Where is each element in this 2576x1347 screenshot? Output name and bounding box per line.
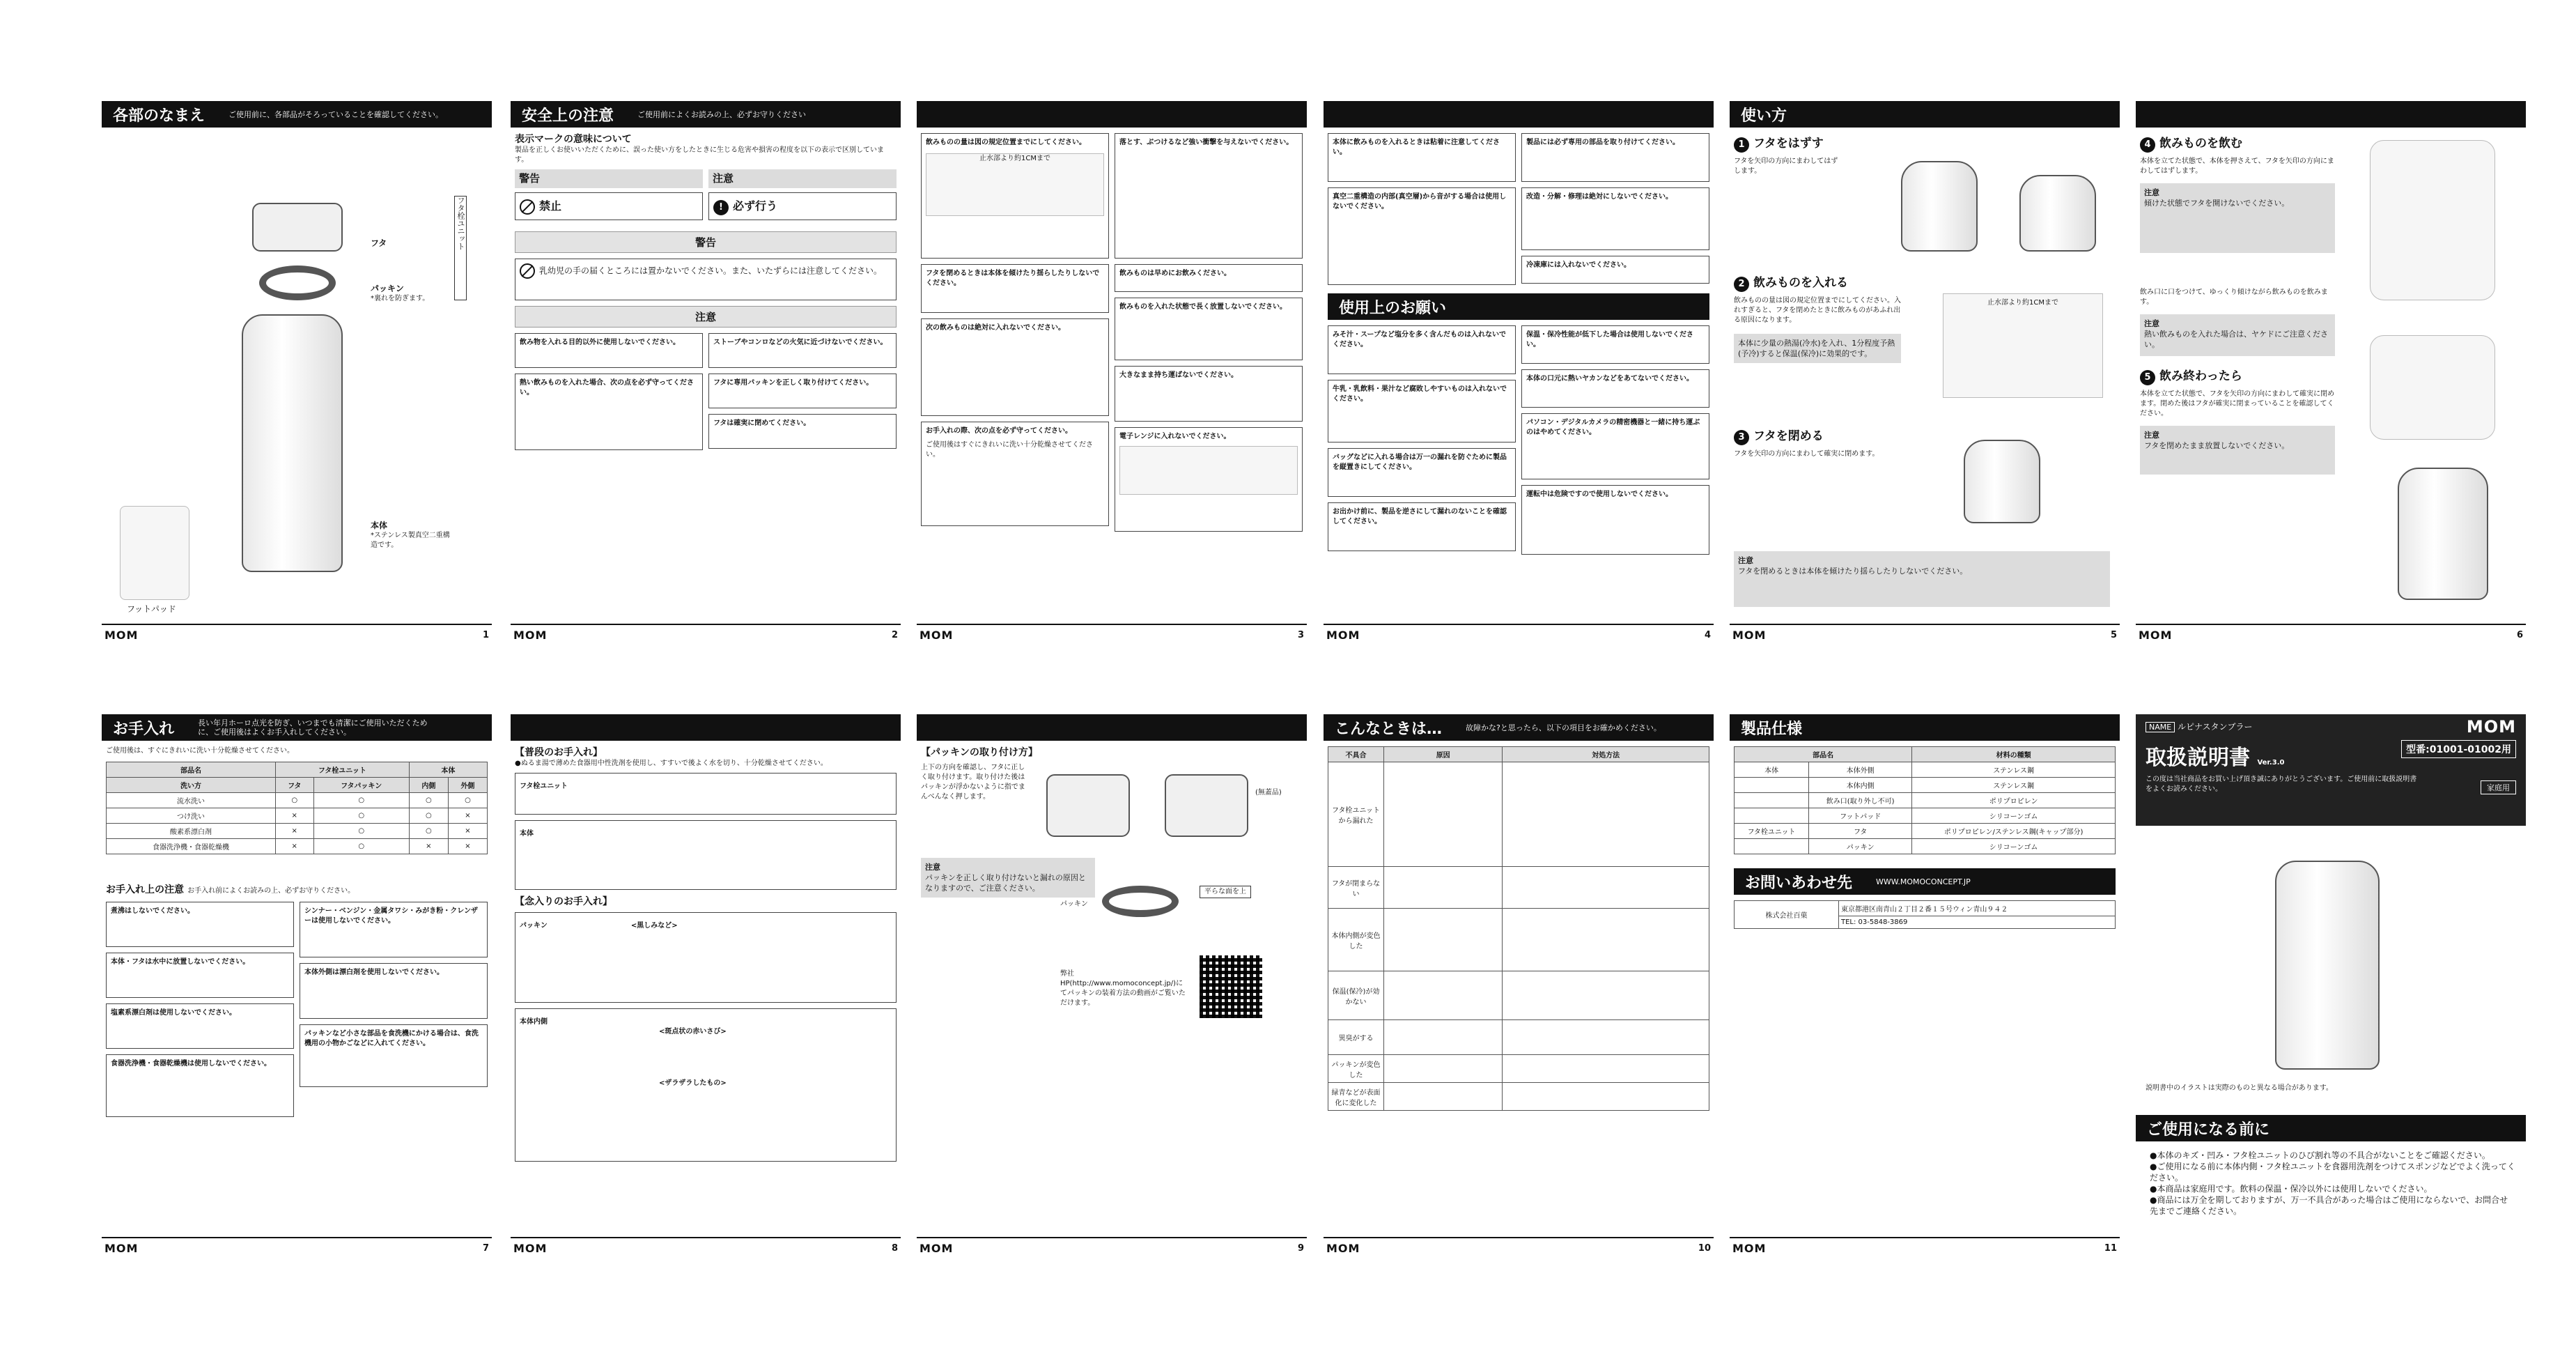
cover-desc: この度は当社商品をお買い上げ頂き誠にありがとうございます。ご使用前に取扱説明書をよくお読みください。 xyxy=(2146,776,2417,793)
page-number: 3 xyxy=(1297,629,1304,640)
table-row xyxy=(1735,901,2116,916)
request-item: 保温・保冷性能が低下した場合は使用しないでください。 xyxy=(1526,331,1693,348)
qr-code[interactable] xyxy=(1200,955,1262,1018)
flat-side-label: 平らな面を上 xyxy=(1200,886,1251,898)
before-use-item: ●本商品は家庭用です。飲料の保温・保冷以外には使用しないでください。 xyxy=(2150,1184,2433,1194)
before-use-item: ●商品には万全を期しておりますが、万一不具合があった場合はご使用にならないで、お問合せ先までご連絡ください。 xyxy=(2150,1195,2508,1216)
step-note: 本体を立てた状態で、フタを矢印の方向にまわして確実に閉めます。閉めた後はフタが確実に閉まっていることを確認してください。 xyxy=(2140,390,2335,417)
caution-item: 飲みものは早めにお飲みください。 xyxy=(1119,270,1231,277)
table-header: フタパッキン xyxy=(313,778,409,793)
caution-text: パッキンを正しく取り付けないと漏れの原因となりますので、ご注意ください。 xyxy=(925,873,1086,893)
step-number-icon: 1 xyxy=(1734,137,1749,153)
table-cell: パッキン xyxy=(1809,839,1912,854)
brand-logo: MOM xyxy=(1326,1241,1360,1255)
page-number: 8 xyxy=(891,1242,898,1254)
table-cell: 飲み口(取り外し不可) xyxy=(1809,793,1912,808)
caution-text: 傾けた状態でフタを開けないでください。 xyxy=(2144,199,2290,208)
page-note: ご使用前に、各部品がそろっていることを確認してください。 xyxy=(228,109,444,119)
caution-item: お手入れの際、次の点を必ず守ってください。 xyxy=(926,427,1072,435)
table-header: 原因 xyxy=(1384,747,1503,762)
caution-item: 本体に飲みものを入れるときは粘着に注意してください。 xyxy=(1333,139,1500,156)
care-item: 煮沸はしないでください。 xyxy=(111,907,194,915)
caution-item: 熱い飲みものを入れた場合、次の点を必ず守ってください。 xyxy=(520,379,694,397)
table-cell: ステンレス鋼 xyxy=(1912,762,2116,778)
page-3 xyxy=(917,101,1307,645)
request-item: みそ汁・スープなど塩分を多く含んだものは入れないでください。 xyxy=(1333,331,1506,348)
step-title: 飲みものを入れる xyxy=(1753,276,1848,290)
manual-title: 取扱説明書 xyxy=(2146,746,2250,770)
daily-title: 【普段のお手入れ】 xyxy=(515,747,603,758)
packing-label: パッキン xyxy=(1060,900,1088,908)
table-cell: フタ xyxy=(1809,824,1912,839)
table-cell: × xyxy=(275,839,313,854)
table-cell: × xyxy=(448,839,487,854)
step3-illustration xyxy=(1964,440,2040,523)
table-cell xyxy=(1735,808,1809,824)
model-number: 型番:01001-01002用 xyxy=(2401,740,2516,758)
table-cell: 食器洗浄機・食器乾燥機 xyxy=(107,839,276,854)
page-number: 7 xyxy=(482,1242,489,1254)
page-number: 5 xyxy=(2110,629,2117,640)
must-label: 必ず行う xyxy=(733,199,778,213)
drinking-illustration xyxy=(2370,335,2495,440)
microwave-illustration xyxy=(1119,446,1298,495)
part-label: パッキン xyxy=(520,922,548,930)
step-note: 飲みものの量は図の規定位置までにしてください。入れすぎると、フタを閉めたときに飲みものがあふれ出る原因になります。 xyxy=(1734,297,1901,324)
caution-item: フタに専用パッキンを正しく取り付けてください。 xyxy=(713,379,874,387)
lid-unit-label: フタ栓ユニット xyxy=(454,196,467,300)
request-item: お出かけ前に、製品を逆さにして漏れのないことを確認してください。 xyxy=(1333,508,1507,525)
table-cell: ○ xyxy=(275,793,313,808)
table-header: 不具合 xyxy=(1328,747,1384,762)
product-image xyxy=(2275,861,2380,1070)
table-row xyxy=(1735,762,2116,778)
step-note: フタを矢印の方向にまわしてはずします。 xyxy=(1734,157,1838,175)
table-row xyxy=(107,793,488,808)
step-note: フタを矢印の方向にまわして確実に閉めます。 xyxy=(1734,450,1879,458)
illustration-note: 説明書中のイラストは実際のものと異なる場合があります。 xyxy=(2146,1084,2333,1092)
lid-illustration xyxy=(1165,774,1248,837)
page-8 xyxy=(511,714,901,1258)
table-cell: ○ xyxy=(313,793,409,808)
table-cell: × xyxy=(275,808,313,824)
table-cell: 酸素系漂白剤 xyxy=(107,824,276,839)
table-header: フタ栓ユニット xyxy=(275,762,409,778)
body-illustration xyxy=(242,314,343,572)
care-item: シンナー・ベンジン・金属タワシ・みがき粉・クレンザーは使用しないでください。 xyxy=(304,907,478,925)
caution-text: フタを閉めたまま放置しないでください。 xyxy=(2144,441,2290,450)
page-note: 長い年月ホーロ点光を防ぎ、いつまでも清潔にご使用いただくために、ご使用後はよくお手入れしてください。 xyxy=(198,718,428,737)
prohibit-label: 禁止 xyxy=(539,199,562,213)
table-header: フタ xyxy=(275,778,313,793)
table-row xyxy=(1735,793,2116,808)
table-cell: ステンレス鋼 xyxy=(1912,778,2116,793)
brand-logo: MOM xyxy=(920,1241,954,1255)
page-11 xyxy=(1730,714,2120,1258)
caution-bar: 注意 xyxy=(515,306,897,328)
table-cell xyxy=(1735,778,1809,793)
table-cell: ○ xyxy=(409,824,448,839)
step-title: フタを閉める xyxy=(1753,429,1824,443)
step-note: 本体を立てた状態で、本体を押さえて、フタを矢印の方向にまわしてはずします。 xyxy=(2140,157,2334,175)
fill-label: 止水部より約1CMまで xyxy=(979,155,1050,162)
table-header: 材料の種類 xyxy=(1912,747,2116,762)
page-number: 6 xyxy=(2516,629,2523,640)
lid-illustration xyxy=(1046,774,1130,837)
caution-item: 次の飲みものは絶対に入れないでください。 xyxy=(926,324,1065,332)
exclaim-icon: ! xyxy=(713,200,729,215)
table-cell: パッキンが変色した xyxy=(1328,1055,1384,1083)
brand-logo: MOM xyxy=(2139,628,2173,642)
request-item: 運転中は危険ですので使用しないでください。 xyxy=(1526,491,1673,498)
page-5 xyxy=(1730,101,2120,645)
cover-header xyxy=(2136,714,2526,826)
table-header: 部品名 xyxy=(1735,747,1912,762)
page-number: 1 xyxy=(482,629,489,640)
request-item: 牛乳・乳飲料・果汁など腐敗しやすいものは入れないでください。 xyxy=(1333,385,1507,403)
packing-illustration xyxy=(259,265,336,300)
caution-heading: 注意 xyxy=(1738,556,1753,565)
table-cell: フタが閉まらない xyxy=(1328,867,1384,909)
before-use-title: ご使用になる前に xyxy=(2147,1121,2270,1139)
prohibit-icon xyxy=(520,263,535,279)
caution-item: フタを閉めるときは本体を傾けたり揺らしたりしないでください。 xyxy=(926,270,1100,287)
table-row xyxy=(1735,839,2116,854)
packing-note: *裏れを防ぎます。 xyxy=(371,295,430,302)
request-item: 本体の口元に熱いヤカンなどをあてないでください。 xyxy=(1526,375,1693,383)
brand-logo: MOM xyxy=(104,1241,139,1255)
table-row xyxy=(107,808,488,824)
table-cell: フットパッド xyxy=(1809,808,1912,824)
deep-title: 【念入りのお手入れ】 xyxy=(515,896,612,907)
brand-logo: MOM xyxy=(1732,628,1767,642)
page-7 xyxy=(102,714,492,1258)
warn-label: 警告 xyxy=(515,169,703,188)
troubleshoot-table xyxy=(1328,746,1709,1111)
table-cell: つけ洗い xyxy=(107,808,276,824)
page-2 xyxy=(511,101,901,645)
before-use-item: ●本体のキズ・凹み・フタ栓ユニットのひび割れ等の不具合がないことをご確認ください。 xyxy=(2150,1150,2490,1160)
table-header: 対処方法 xyxy=(1503,747,1709,762)
stain-label: <斑点状の赤いさび> xyxy=(659,1028,727,1036)
table-row xyxy=(1735,808,2116,824)
care-note: お手入れ前によくお読みの上、必ずお守りください。 xyxy=(187,887,355,895)
caution-item: 大きなまま持ち運ばないでください。 xyxy=(1119,371,1238,379)
wash-table xyxy=(106,762,488,854)
mark-desc: 製品を正しくお使いいただくために、誤った使い方をしたときに生じる危害や損害の程度を以下の表示で区別しています。 xyxy=(515,146,884,164)
warning-item: 乳幼児の手の届くところには置かないでください。また、いたずらには注意してください。 xyxy=(539,265,883,276)
version: Ver.3.0 xyxy=(2257,759,2285,767)
contact-title: お問いあわせ先 xyxy=(1745,874,1853,892)
table-cell: シリコーンゴム xyxy=(1912,808,2116,824)
part-label: 本体内側 xyxy=(520,1018,548,1026)
caution-item: ストーブやコンロなどの火気に近づけないでください。 xyxy=(713,339,887,346)
footpad-label: フットパッド xyxy=(127,604,176,614)
page-number: 9 xyxy=(1297,1242,1304,1254)
company-name: 株式会社百菓 xyxy=(1735,901,1839,929)
page-title: 各部のなまえ xyxy=(113,107,205,125)
caution-text: フタを閉めるときは本体を傾けたり揺らしたりしないでください。 xyxy=(1738,567,1968,576)
table-cell: ○ xyxy=(313,808,409,824)
step1-illustration xyxy=(1901,161,1978,252)
brand-logo: MOM xyxy=(2466,717,2516,737)
closed-bottle-illustration xyxy=(2398,468,2488,600)
home-use-tag: 家庭用 xyxy=(2481,780,2516,794)
page-number: 4 xyxy=(1704,629,1711,640)
step-number-icon: 3 xyxy=(1734,430,1749,445)
packing-illustration xyxy=(1102,886,1179,917)
table-cell: ○ xyxy=(409,793,448,808)
page-number: 11 xyxy=(2104,1242,2117,1254)
caution-label: 注意 xyxy=(708,169,897,188)
daily-note: ●ぬるま湯で薄めた食器用中性洗剤を使用し、すすいで後よく水を切り、十分乾燥させてください。 xyxy=(515,760,828,767)
table-row xyxy=(1328,909,1709,971)
page-title: 製品仕様 xyxy=(1741,720,1803,738)
table-row xyxy=(107,839,488,854)
request-title: 使用上のお願い xyxy=(1339,299,1447,317)
step-number-icon: 4 xyxy=(2140,137,2155,153)
fitted-label: (無蓋品) xyxy=(1255,789,1282,796)
step-note: 飲み口に口をつけて、ゆっくり傾けながら飲みものを飲みます。 xyxy=(2140,288,2328,306)
page-6 xyxy=(2136,101,2526,645)
care-item: パッキンなど小さな部品を食洗機にかける場合は、食洗機用の小物かごなどに入れてください。 xyxy=(304,1030,479,1047)
part-label: 本体 xyxy=(520,830,534,838)
table-cell: フタ栓ユニットから漏れた xyxy=(1328,762,1384,867)
video-note: 弊社HP(http://www.momoconcept.jp/)にてパッキンの装着方法の動画がご覧いただけます。 xyxy=(1060,970,1186,1007)
contact-table xyxy=(1734,900,2116,929)
table-cell: 異臭がする xyxy=(1328,1020,1384,1055)
brand-logo: MOM xyxy=(1326,628,1360,642)
caution-item: 落とす、ぶつけるなど強い衝撃を与えないでください。 xyxy=(1119,139,1294,146)
caution-item: 改造・分解・修理は絶対にしないでください。 xyxy=(1526,193,1673,201)
cover-page xyxy=(2136,714,2526,1258)
page-number: 10 xyxy=(1698,1242,1711,1254)
step-title: 飲み終わったら xyxy=(2159,369,2242,383)
lid-illustration xyxy=(252,203,343,252)
fill-label: 止水部より約1CMまで xyxy=(1987,299,2058,307)
brand-logo: MOM xyxy=(513,1241,548,1255)
table-row xyxy=(1328,1055,1709,1083)
table-header: 外側 xyxy=(448,778,487,793)
warning-bar: 警告 xyxy=(515,231,897,253)
step-title: フタをはずす xyxy=(1753,137,1824,151)
table-cell: ポリプロピレン/ステンレス鋼(キャップ部分) xyxy=(1912,824,2116,839)
stain-label: <ザラザラしたもの> xyxy=(659,1079,727,1087)
table-cell: フタ栓ユニット xyxy=(1735,824,1809,839)
part-label: フタ栓ユニット xyxy=(520,783,568,790)
table-cell: ○ xyxy=(313,824,409,839)
page-1 xyxy=(102,101,492,645)
preheat-tip: 本体に少量の熱湯(冷水)を入れ、1分程度予熱(予冷)すると保温(保冷)に効果的です。 xyxy=(1734,334,1901,363)
page-title: お手入れ xyxy=(113,720,175,738)
table-header: 内側 xyxy=(409,778,448,793)
caution-heading: 注意 xyxy=(2144,188,2159,197)
table-cell: シリコーンゴム xyxy=(1912,839,2116,854)
packing-desc: 上下の方向を確認し、フタに正しく取り付けます。取り付けた後はパッキンが浮かないように指でまんべんなく押します。 xyxy=(921,764,1025,801)
caution-heading: 注意 xyxy=(2144,431,2159,440)
page-header xyxy=(102,101,492,128)
contact-url[interactable]: WWW.MOMOCONCEPT.JP xyxy=(1876,877,1971,886)
table-cell xyxy=(1735,793,1809,808)
before-use-item: ●ご使用になる前に本体内側・フタ栓ユニットを食器用洗剤をつけてスポンジなどでよく洗ってください。 xyxy=(2150,1162,2515,1183)
fill-level-illustration xyxy=(1943,293,2103,398)
footpad-illustration xyxy=(120,506,189,600)
step-number-icon: 2 xyxy=(1734,277,1749,292)
packing-label: パッキン xyxy=(371,284,404,293)
packing-title: 【パッキンの取り付け方】 xyxy=(921,747,1038,758)
page-note: ご使用前によくお読みの上、必ずお守りください xyxy=(637,109,807,119)
caution-item: 飲みものを入れた状態で長く放置しないでください。 xyxy=(1119,303,1287,311)
stain-label: <黒しみなど> xyxy=(630,922,678,930)
mark-title: 表示マークの意味について xyxy=(515,134,632,145)
brand-logo: MOM xyxy=(513,628,548,642)
page-9 xyxy=(917,714,1307,1258)
table-cell: 本体内側 xyxy=(1809,778,1912,793)
care-item: 塩素系漂白剤は使用しないでください。 xyxy=(111,1009,236,1017)
table-cell: ○ xyxy=(409,808,448,824)
brand-logo: MOM xyxy=(920,628,954,642)
table-cell xyxy=(1735,839,1809,854)
caution-heading: 注意 xyxy=(925,863,940,872)
table-cell: 流水洗い xyxy=(107,793,276,808)
brand-logo: MOM xyxy=(1732,1241,1767,1255)
care-title: お手入れ上の注意 xyxy=(106,884,184,895)
table-cell: 本体内側が変色した xyxy=(1328,909,1384,971)
table-cell: × xyxy=(448,808,487,824)
request-item: バッグなどに入れる場合は万一の漏れを防ぐために製品を縦置きにしてください。 xyxy=(1333,454,1507,471)
caution-item: 製品には必ず専用の部品を取り付けてください。 xyxy=(1526,139,1679,146)
care-item: 本体外側は漂白剤を使用しないでください。 xyxy=(304,969,444,976)
request-item: パソコン・デジタルカメラの精密機器と一緒に持ち運ぶのはやめてください。 xyxy=(1526,419,1700,436)
caution-item: 冷凍庫には入れないでください。 xyxy=(1526,261,1631,269)
caution-item: 飲みものの量は図の規定位置までにしてください。 xyxy=(926,139,1086,146)
care-item: 本体・フタは水中に放置しないでください。 xyxy=(111,958,250,966)
table-cell: × xyxy=(448,824,487,839)
caution-heading: 注意 xyxy=(2144,319,2159,328)
company-address: 東京都港区南青山２丁目２番１５号ウィン青山９４２ xyxy=(1839,901,2116,916)
prohibit-icon xyxy=(520,199,535,215)
fill-level-illustration xyxy=(926,153,1104,216)
body-note: *ステンレス製真空二重構造です。 xyxy=(371,532,450,549)
table-cell: 本体 xyxy=(1735,762,1809,778)
page-10 xyxy=(1324,714,1714,1258)
name-tag: NAME xyxy=(2146,722,2175,732)
table-row xyxy=(1735,778,2116,793)
page-4 xyxy=(1324,101,1714,645)
table-row xyxy=(1328,971,1709,1020)
page-title: 使い方 xyxy=(1741,107,1787,125)
caution-item: フタは確実に閉めてください。 xyxy=(713,420,811,427)
table-cell: 緑青などが表面化に変化した xyxy=(1328,1083,1384,1111)
page-note: 故障かな?と思ったら、以下の項目をお確かめください。 xyxy=(1466,723,1661,732)
table-row xyxy=(1328,867,1709,909)
caution-text: 熱い飲みものを入れた場合は、ヤケドにご注意ください。 xyxy=(2144,330,2328,349)
table-header: 本体 xyxy=(409,762,487,778)
body-label: 本体 xyxy=(371,521,388,530)
step-title: 飲みものを飲む xyxy=(2159,137,2242,151)
caution-item: 電子レンジに入れないでください。 xyxy=(1119,433,1231,440)
table-row xyxy=(1328,762,1709,867)
table-cell: × xyxy=(275,824,313,839)
table-cell: ○ xyxy=(448,793,487,808)
table-cell: × xyxy=(409,839,448,854)
caution-item: 飲み物を入れる目的以外に使用しないでください。 xyxy=(520,339,680,346)
table-row xyxy=(107,824,488,839)
care-item: 食器洗浄機・食器乾燥機は使用しないでください。 xyxy=(111,1060,271,1068)
table-cell: 保温(保冷)が効かない xyxy=(1328,971,1384,1020)
caution-item: ご使用後はすぐにきれいに洗い十分乾燥させてください。 xyxy=(926,441,1093,459)
table-cell: ○ xyxy=(313,839,409,854)
table-cell: ポリプロピレン xyxy=(1912,793,2116,808)
table-row xyxy=(1328,1020,1709,1055)
product-name: ルピナスタンブラー xyxy=(2178,722,2253,732)
page-number: 2 xyxy=(891,629,898,640)
brand-logo: MOM xyxy=(104,628,139,642)
table-header: 部品名 xyxy=(107,762,276,778)
company-tel: TEL: 03-5848-3869 xyxy=(1839,916,2116,929)
spec-table xyxy=(1734,746,2116,854)
table-cell: 本体外側 xyxy=(1809,762,1912,778)
hand-opening-illustration xyxy=(2370,140,2495,300)
page-title: 安全上の注意 xyxy=(522,107,614,125)
caution-item: 真空二重構造の内部(真空層)から音がする場合は使用しないでください。 xyxy=(1333,193,1507,210)
table-header: 洗い方 xyxy=(107,778,276,793)
step-number-icon: 5 xyxy=(2140,370,2155,385)
page-title: こんなときは… xyxy=(1335,720,1443,738)
care-intro: ご使用後は、すぐにきれいに洗い十分乾燥させてください。 xyxy=(106,747,294,755)
step1-illustration xyxy=(2019,175,2096,252)
lid-label: フタ xyxy=(371,238,387,248)
table-row xyxy=(1328,1083,1709,1111)
table-row xyxy=(1735,824,2116,839)
